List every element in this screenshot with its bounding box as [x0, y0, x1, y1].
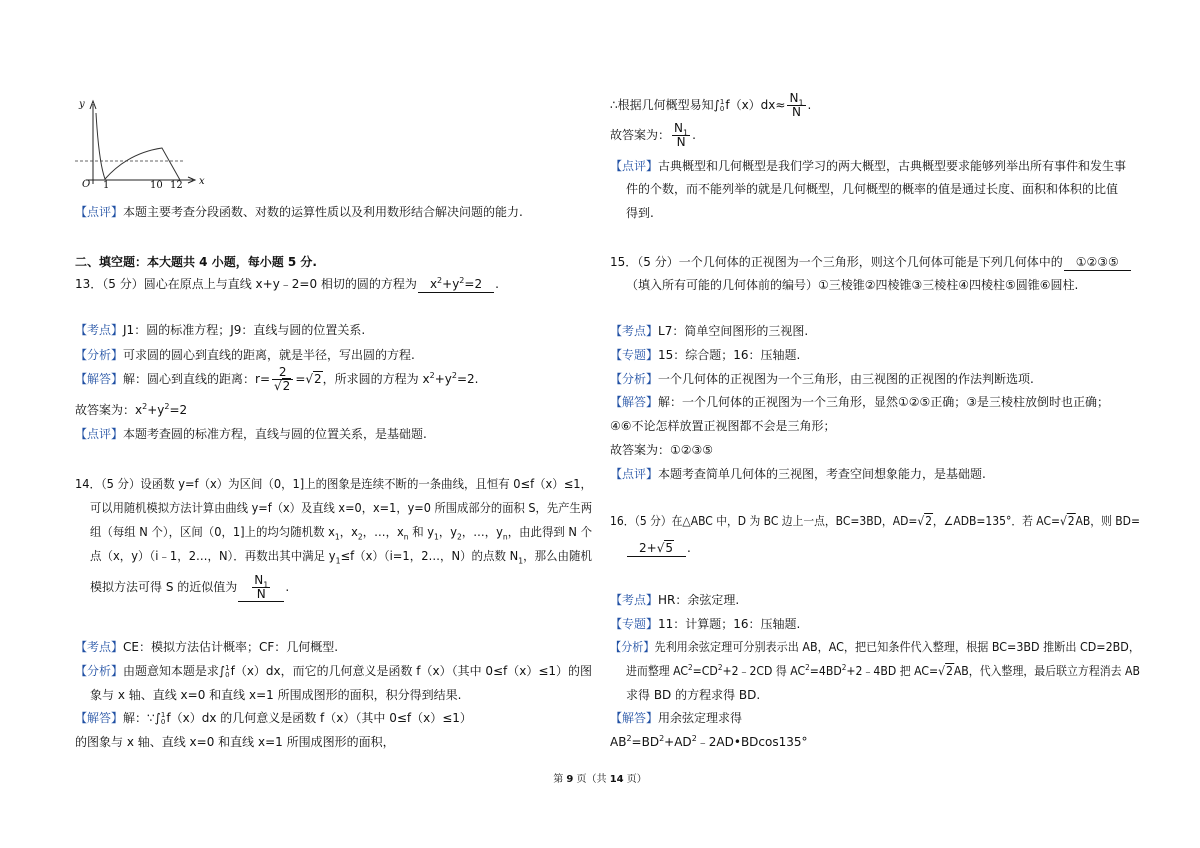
text-run: 11：计算题；16：压轴题. [658, 617, 801, 631]
radical-sign-icon: √ [1060, 514, 1067, 528]
subscript: 1 [334, 532, 340, 542]
text-run: 故答案为：①②③⑤ [610, 443, 714, 457]
text-run: =2 [464, 277, 483, 291]
answer-blank [627, 541, 686, 557]
text-run: ，∠ADB=135°．若 AC= [932, 514, 1061, 528]
radicand: 2 [945, 664, 953, 678]
q14-analysis-line [90, 686, 461, 704]
subscript: 1 [263, 580, 269, 590]
section-tag-label: 【分析】 [610, 372, 659, 386]
text-run: ④⑥不论怎样放置正视图都不会是三角形； [610, 419, 836, 433]
text-run: 古典概型和几何概型是我们学习的两大概型，古典概型要求能够列举出所有事件和发生事 [658, 159, 1127, 173]
integral-limits [720, 99, 724, 113]
x-tick-label: 1 [103, 180, 110, 191]
q15-answer-line [610, 441, 713, 459]
section-tag-label: 【考点】 [610, 593, 659, 607]
text-run: 13．（5 分）圆心在原点上与直线 x+y﹣2=0 相切的圆的方程为 [75, 277, 417, 291]
text-run: . [687, 541, 691, 555]
subscript: 1 [335, 556, 341, 566]
lower-limit: 0 [225, 670, 230, 679]
subscript: 1 [683, 128, 689, 138]
q15-stem-line [610, 253, 1132, 271]
text-run: L7：简单空间图形的三视图. [658, 324, 809, 338]
q16-analysis-line [626, 686, 760, 704]
text-run: +y [147, 403, 165, 417]
radical-sign-icon: √ [305, 372, 314, 386]
q15-analysis-line [610, 370, 1034, 388]
superscript: 2 [142, 402, 148, 411]
text-run: ，…，x [362, 525, 404, 539]
fraction [272, 366, 293, 393]
fraction-numerator [252, 574, 270, 588]
footer-text: 页（共 [573, 774, 610, 785]
text-run: 用余弦定理求得 [658, 711, 743, 725]
section-heading: 二、填空题：本大题共 4 小题，每小题 5 分. [75, 255, 317, 269]
superscript: 2 [688, 663, 693, 672]
square-root [274, 378, 291, 393]
text-run: =2. [456, 372, 479, 386]
section-tag-label: 【解答】 [610, 711, 659, 725]
text-run: 16．（5 分）在△ABC 中，D 为 BC 边上一点，BC=3BD，AD= [610, 514, 918, 528]
text-run: 进而整理 AC [626, 664, 689, 678]
text-run: CE：模拟方法估计概率；CF：几何概型. [123, 640, 339, 654]
q15-solution-line [610, 417, 836, 435]
text-run: +2﹣2CD 得 AC [722, 664, 806, 678]
subscript: n [502, 532, 508, 542]
q14-stem-line [90, 523, 592, 541]
page-number: 9 [566, 774, 574, 785]
section-tag-label: 【点评】 [610, 159, 659, 173]
subscript: 1 [434, 532, 439, 542]
text-run: . [285, 580, 290, 594]
section-tag-label: 【考点】 [610, 324, 659, 338]
superscript: 2 [437, 276, 443, 285]
radical-sign-icon: √ [274, 379, 282, 393]
q15-solution-line [610, 393, 1109, 411]
section-tag-label: 【点评】 [610, 467, 659, 481]
text-run: 点（x，y）（i﹣1，2…，N）．再数出其中满足 y [90, 549, 336, 563]
fraction-numerator [787, 92, 805, 106]
q15-stem-line [626, 276, 1078, 294]
text-run: N [789, 91, 799, 105]
q14-stem-line [75, 475, 592, 493]
text-run: = [295, 372, 306, 386]
fraction-denominator [787, 106, 805, 119]
square-root [938, 663, 954, 678]
square-root [657, 540, 674, 555]
text-run: AB，代入整理，最后联立方程消去 AB [953, 664, 1140, 678]
radical-sign-icon: √ [938, 664, 946, 678]
text-run: x [429, 277, 438, 291]
text-run: 14．（5 分）设函数 y=f（x）为区间（0，1]上的图象是连续不断的一条曲线，且恒有 0≤f（x）≤1， [75, 477, 592, 491]
text-run: f（x）dx 的几何意义是函数 f（x）（其中 0≤f（x）≤1） [166, 711, 472, 725]
radicand: 2 [314, 372, 322, 386]
origin-label: O [82, 179, 91, 190]
q13-review-line [75, 425, 427, 443]
superscript: 2 [459, 276, 465, 285]
text-run: 故答案为： [610, 128, 671, 142]
text-run: =4BD [809, 664, 842, 678]
fraction [787, 92, 805, 119]
square-root [1060, 513, 1076, 528]
superscript: 2 [841, 663, 847, 672]
text-run: =2 [169, 403, 188, 417]
text-run: 先利用余弦定理可分别表示出 AB，AC，把已知条件代入整理，根据 BC=3BD 推断出 CD=2BD， [654, 640, 1140, 654]
q14-stem-line [90, 499, 592, 517]
lower-limit: 0 [160, 717, 166, 726]
fraction-numerator [672, 122, 690, 136]
text-run: 本题考查简单几何体的三视图，考查空间想象能力，是基础题. [658, 467, 986, 481]
section-tag-label: 【分析】 [610, 640, 655, 654]
q14-review-line [626, 180, 1118, 198]
q15-topic-line [610, 346, 800, 364]
superscript: 2 [659, 734, 665, 743]
text-run: 2+ [639, 541, 657, 555]
superscript: 2 [451, 371, 457, 380]
section-tag-label: 【解答】 [75, 711, 124, 725]
text-run: AB，则 BD= [1075, 514, 1140, 528]
q16-stem-line [626, 539, 691, 557]
section-tag-label: 【专题】 [610, 617, 659, 631]
footer-text: 页） [623, 774, 647, 785]
q16-knowledge-point-line [610, 591, 739, 609]
text-run: 模拟方法可得 S 的近似值为 [90, 580, 238, 594]
q14-answer-line [610, 122, 696, 149]
x-axis-label: x [199, 176, 205, 187]
integral-limits [161, 712, 165, 726]
text-run: 的图象与 x 轴、直线 x=0 和直线 x=1 所围成图形的面积， [75, 735, 395, 749]
section-tag-label: 【考点】 [75, 640, 124, 654]
text-run: 故答案为：x [75, 403, 143, 417]
text-run: +2﹣4BD 把 AC= [846, 664, 939, 678]
page-footer [0, 773, 1200, 787]
text-run: AB [610, 735, 627, 749]
q16-analysis-line [610, 638, 1140, 656]
section-tag-label: 【点评】 [75, 427, 124, 441]
q13-knowledge-point-line [75, 321, 365, 339]
text-run: J1：圆的标准方程；J9：直线与圆的位置关系. [123, 323, 366, 337]
text-run: =BD [631, 735, 660, 749]
text-run: 解：∵∫ [123, 711, 161, 725]
text-run: 解：圆心到直线的距离：r= [123, 372, 271, 386]
text-run: . [692, 128, 696, 142]
text-run: 和 y [408, 525, 435, 539]
text-run: ﹣2AD•BDcos135° [696, 735, 808, 749]
q14-solution-line [75, 733, 395, 751]
superscript: 2 [429, 371, 435, 380]
text-run: HR：余弦定理. [658, 593, 740, 607]
square-root [305, 371, 322, 386]
text-run: ，…，y [461, 525, 503, 539]
section-tag-label: 【考点】 [75, 323, 124, 337]
text-run: N [792, 105, 801, 119]
piecewise-function-graph [70, 90, 210, 195]
q13-analysis-line [75, 346, 415, 364]
section-tag-label: 【解答】 [610, 395, 659, 409]
fraction [672, 122, 690, 149]
text-run: N [676, 135, 686, 149]
text-run: 解：一个几何体的正视图为一个三角形，显然①②⑤正确；③是三棱柱放倒时也正确； [658, 395, 1110, 409]
text-run: （填入所有可能的几何体前的编号）①三棱锥②四棱锥③三棱柱④四棱柱⑤圆锥⑥圆柱. [626, 278, 1079, 292]
section-tag-label: 【专题】 [610, 348, 659, 362]
fraction-denominator [252, 588, 270, 601]
superscript: 2 [717, 663, 723, 672]
upper-limit: 1 [160, 710, 166, 719]
subscript: n [403, 532, 409, 542]
text-run: f（x）dx，而它的几何意义是函数 f（x）（其中 0≤f（x）≤1）的图 [230, 664, 593, 678]
superscript: 2 [164, 402, 170, 411]
q13-stem-line [75, 275, 499, 293]
q13-solution-line [75, 366, 478, 393]
q16-solution-line [610, 709, 742, 727]
integral-limits [225, 665, 229, 679]
text-run: ≤f（x）（i=1，2…，N）的点数 N [340, 549, 519, 563]
square-root [917, 513, 933, 528]
section-tag-label: 【分析】 [75, 348, 124, 362]
text-run: ①②③⑤ [1075, 255, 1119, 269]
upper-limit: 1 [225, 663, 230, 672]
text-run: . [807, 98, 812, 112]
q14-solution-line [75, 709, 472, 727]
superscript: 2 [691, 734, 697, 743]
answer-blank [1064, 255, 1131, 271]
text-run: +AD [664, 735, 692, 749]
text-run: =CD [692, 664, 718, 678]
text-run: ，y [438, 525, 458, 539]
subscript: 1 [518, 556, 524, 566]
text-run: 件的个数，而不能列举的就是几何概型，几何概型的概率的值是通过长度、面积和体积的比值 [626, 182, 1119, 196]
q14-stem-line [90, 574, 289, 602]
fraction-denominator [672, 136, 690, 149]
fraction-denominator [272, 380, 293, 393]
q14-analysis-line [75, 662, 592, 680]
text-run: . [495, 277, 499, 291]
text-run: +y [442, 277, 460, 291]
answer-blank [418, 277, 494, 293]
superscript: 2 [626, 734, 632, 743]
text-run: 本题考查圆的标准方程，直线与圆的位置关系，是基础题. [123, 427, 427, 441]
q15-knowledge-point-line [610, 322, 808, 340]
text-run: N [254, 573, 264, 587]
section-tag-label: 【解答】 [75, 372, 124, 386]
text-run: ，x [339, 525, 358, 539]
radical-sign-icon: √ [917, 514, 925, 528]
subscript: 2 [457, 532, 462, 542]
section-tag-label: 【点评】 [75, 205, 124, 219]
radicand: 2 [925, 514, 933, 528]
text-run: 15：综合题；16：压轴题. [658, 348, 801, 362]
fraction [252, 574, 270, 601]
upper-limit: 1 [719, 97, 725, 106]
x-tick-label: 12 [170, 180, 183, 191]
radicand: 2 [1067, 514, 1075, 528]
text-run: 一个几何体的正视图为一个三角形，由三视图的正视图的作法判断选项. [658, 372, 1034, 386]
q14-review-line [626, 204, 654, 222]
text-run: 2 [278, 365, 287, 379]
subscript: 2 [357, 532, 363, 542]
text-run: ，那么由随机 [523, 549, 592, 563]
text-run: N [674, 121, 683, 135]
q15-review-line [610, 465, 986, 483]
text-run: 象与 x 轴、直线 x=0 和直线 x=1 所围成图形的面积，积分得到结果. [90, 688, 462, 702]
text-run: N [256, 587, 266, 601]
q13-answer-line [75, 401, 187, 419]
text-run: 15．（5 分）一个几何体的正视图为一个三角形，则这个几何体可能是下列几何体中的 [610, 255, 1063, 269]
text-run: 可求圆的圆心到直线的距离，就是半径，写出圆的方程. [123, 348, 415, 362]
text-run: 可以用随机模拟方法计算由曲线 y=f（x）及直线 x=0，x=1，y=0 所围成部分的面积 S，先产生两 [90, 501, 592, 515]
q12-review-line [75, 203, 523, 221]
q14-review-line [610, 157, 1126, 175]
q14-knowledge-point-line [75, 638, 338, 656]
subscript: 1 [798, 98, 804, 108]
section-tag-label: 【分析】 [75, 664, 123, 678]
text-run: 组（每组 N 个），区间（0，1]上的均匀随机数 x [90, 525, 335, 539]
radicand: 5 [665, 541, 673, 555]
q14-stem-line [90, 547, 592, 565]
text-run: 得到. [626, 206, 654, 220]
lower-limit: 0 [719, 104, 725, 113]
function-curve [96, 113, 180, 180]
footer-text: 第 [553, 774, 567, 785]
q16-analysis-line [626, 662, 1140, 680]
text-run: f（x）dx≈ [725, 98, 786, 112]
answer-blank [238, 574, 284, 602]
radical-sign-icon: √ [656, 541, 665, 555]
q16-stem-line [610, 512, 1140, 530]
text-run: 由题意知本题是求∫ [122, 664, 226, 678]
radicand: 2 [282, 379, 291, 393]
text-run: 本题主要考查分段函数、对数的运算性质以及利用数形结合解决问题的能力. [123, 205, 523, 219]
x-tick-label: 10 [150, 180, 163, 191]
page-total: 14 [609, 774, 624, 785]
text-run: ∴根据几何概型易知∫ [610, 98, 720, 112]
q16-topic-line [610, 615, 800, 633]
y-axis-label: y [79, 99, 85, 110]
q16-solution-line [610, 733, 808, 751]
superscript: 2 [805, 663, 810, 672]
q14-solution-line [610, 92, 811, 119]
text-run: +y [434, 372, 452, 386]
text-run: ，由此得到 N 个 [507, 525, 592, 539]
text-run: ，所求圆的方程为 x [322, 372, 430, 386]
text-run: 求得 BD 的方程求得 BD. [626, 688, 761, 702]
